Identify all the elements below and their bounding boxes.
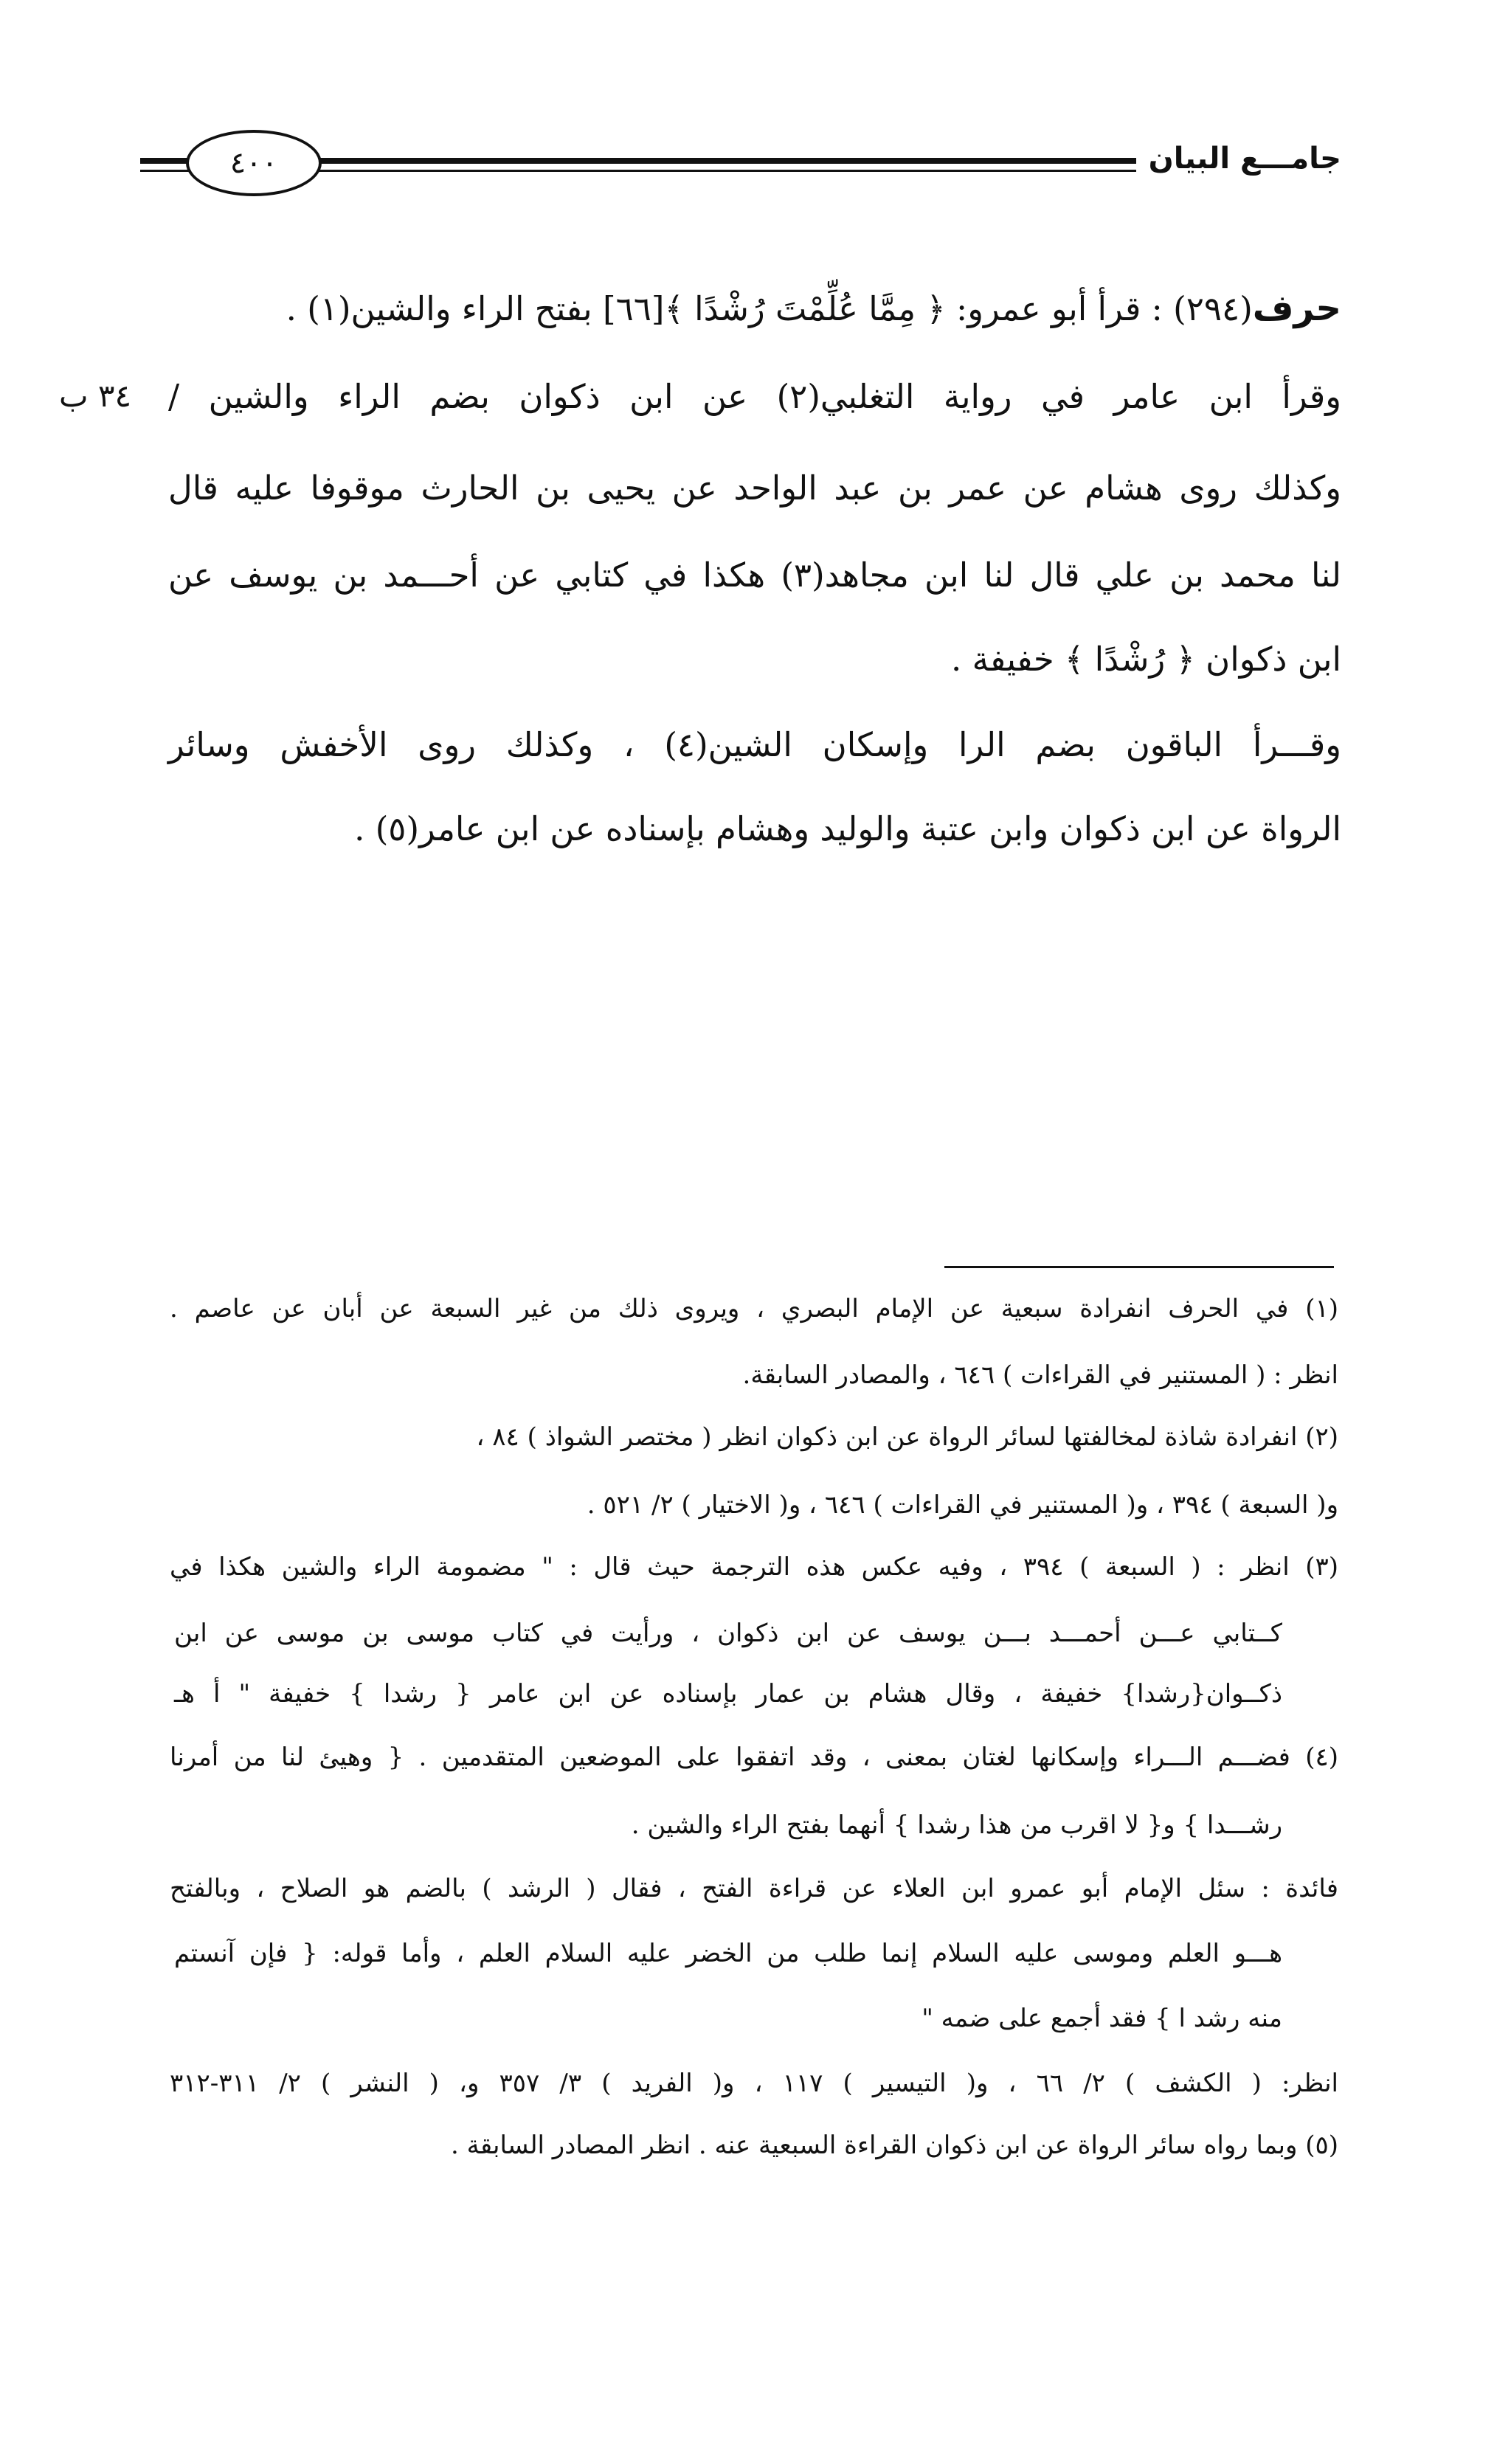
main-line-7: الرواة عن ابن ذكوان وابن عتبة والوليد وهشام بإسناده عن ابن عامر(٥) .	[354, 809, 1341, 848]
main-line-1	[286, 286, 1341, 331]
footnote-line-4: و( السبعة ) ٣٩٤ ، و( المستنير في القراءات ) ٦٤٦ ، و( الاختيار ) ٢/ ٥٢١ .	[587, 1490, 1338, 1520]
footnote-line-8: (٤) فضـــم الـــراء وإسكانها لغتان بمعنى ، وقد اتفقوا على الموضعين المتقدمين . { وهيئ لنا من أمرنا	[170, 1743, 1338, 1772]
main-line-5: ابن ذكوان ﴿ رُشْدًا ﴾ خفيفة .	[950, 640, 1341, 679]
footnote-line-6: كــتابي عـــن أحمـــد بـــن يوسف عن ابن ذكوان ، ورأيت في كتاب موسى بن موسى عن ابن	[174, 1619, 1282, 1648]
main-line-4: لنا محمد بن علي قال لنا ابن مجاهد(٣) هكذا في كتابي عن أحـــمد بن يوسف عن	[168, 556, 1341, 595]
footnote-line-11: هـــو العلم وموسى عليه السلام إنما طلب من الخضر عليه السلام العلم ، وأما قوله: { فإن آنستم	[174, 1939, 1282, 1968]
page-number	[186, 130, 322, 196]
harf-lead-word: حرف	[1252, 288, 1341, 329]
book-title: جامـــع البيان	[1148, 142, 1341, 176]
footnote-line-13: انظر: ( الكشف ) ٢/ ٦٦ ، و( التيسير ) ١١٧ ، و( الفريد ) ٣/ ٣٥٧ و، ( النشر ) ٢/ ٣١١-٣١٢	[170, 2069, 1338, 2098]
page-number-text: ٤٠٠	[229, 146, 278, 180]
footnote-line-10: فائدة : سئل الإمام أبو عمرو ابن العلاء عن قراءة الفتح ، فقال ( الرشد ) بالضم هو الصلاح ، وبالفتح	[170, 1874, 1338, 1903]
footnote-line-12: منه رشد ا } فقد أجمع على ضمه "	[922, 2004, 1282, 2033]
main-line-2: وقرأ ابن عامر في رواية التغلبي(٢) عن ابن ذكوان بضم الراء والشين /	[168, 377, 1341, 416]
footnote-line-2: انظر : ( المستنير في القراءات ) ٦٤٦ ، والمصادر السابقة.	[742, 1360, 1338, 1390]
footnote-line-5: (٣) انظر : ( السبعة ) ٣٩٤ ، وفيه عكس هذه الترجمة حيث قال : " مضمومة الراء والشين هكذا في	[170, 1552, 1339, 1582]
footnote-line-7: ذكــوان{رشدا} خفيفة ، وقال هشام بن عمار بإسناده عن ابن عامر { رشدا } خفيفة " أ هـ	[174, 1679, 1282, 1709]
footnote-line-9: رشـــدا } و{ لا اقرب من هذا رشدا } أنهما بفتح الراء والشين .	[631, 1810, 1282, 1840]
footnote-line-14: (٥) وبما رواه سائر الرواة عن ابن ذكوان القراءة السبعية عنه . انظر المصادر السابقة .	[451, 2131, 1338, 2160]
main-line-text: (٢٩٤) : قرأ أبو عمرو: ﴿ مِمَّا عُلِّمْتَ رُشْدًا ﴾[٦٦] بفتح الراء والشين(١) .	[286, 289, 1253, 328]
footnote-separator	[944, 1266, 1334, 1268]
footnote-line-3: (٢) انفرادة شاذة لمخالفتها لسائر الرواة عن ابن ذكوان انظر ( مختصر الشواذ ) ٨٤ ،	[476, 1422, 1338, 1452]
margin-folio-note: ٣٤ ب	[59, 378, 132, 414]
main-line-3: وكذلك روى هشام عن عمر بن عبد الواحد عن يحيى بن الحارث موقوفا عليه قال	[168, 468, 1341, 508]
footnote-line-1: (١) في الحرف انفرادة سبعية عن الإمام البصري ، ويروى ذلك من غير السبعة عن أبان عن عاصم .	[170, 1294, 1338, 1323]
main-line-6: وقـــرأ الباقون بضم الرا وإسكان الشين(٤) ، وكذلك روى الأخفش وسائر	[168, 725, 1341, 764]
